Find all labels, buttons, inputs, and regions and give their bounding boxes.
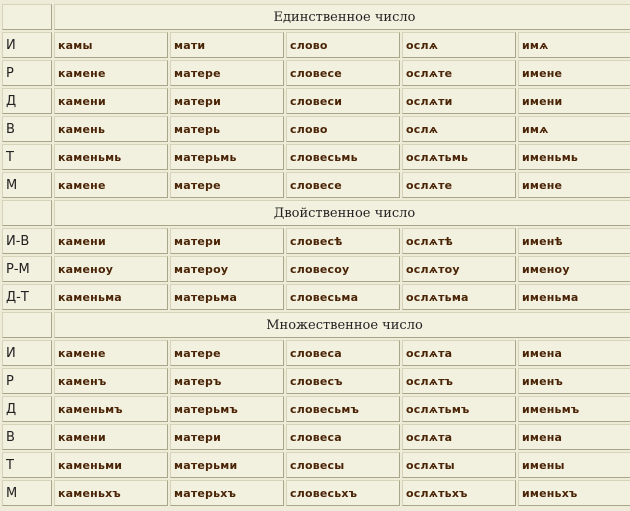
word-form-cell: матери — [170, 424, 284, 450]
word-form-cell: матерь — [170, 116, 284, 142]
declension-row — [2, 172, 630, 198]
word-form-cell: имѧ — [518, 116, 630, 142]
word-form-cell: ослѧтъ — [402, 368, 516, 394]
declension-row — [2, 368, 630, 394]
declension-row — [2, 452, 630, 478]
word-form-cell: имене — [518, 60, 630, 86]
word-form-cell: ослѧтоу — [402, 256, 516, 282]
word-form-cell: слово — [286, 116, 400, 142]
word-form-cell: ослѧти — [402, 88, 516, 114]
word-form-cell: матерьма — [170, 284, 284, 310]
word-form-cell: каменоу — [54, 256, 168, 282]
word-form-cell: матере — [170, 172, 284, 198]
section-title: Множественное число — [54, 312, 630, 338]
declension-table — [0, 2, 630, 508]
section-header-row — [2, 200, 630, 226]
word-form-cell: мати — [170, 32, 284, 58]
word-form-cell: матере — [170, 340, 284, 366]
declension-row — [2, 144, 630, 170]
word-form-cell: ослѧтьмъ — [402, 396, 516, 422]
word-form-cell: каменьми — [54, 452, 168, 478]
case-label: В — [2, 116, 52, 142]
word-form-cell: словеса — [286, 340, 400, 366]
word-form-cell: именьхъ — [518, 480, 630, 506]
word-form-cell: именъ — [518, 368, 630, 394]
case-label: И — [2, 32, 52, 58]
word-form-cell: каменьмь — [54, 144, 168, 170]
case-label: Д — [2, 88, 52, 114]
word-form-cell: имене — [518, 172, 630, 198]
word-form-cell: матерьмъ — [170, 396, 284, 422]
word-form-cell: камы — [54, 32, 168, 58]
word-form-cell: именѣ — [518, 228, 630, 254]
word-form-cell: камене — [54, 340, 168, 366]
word-form-cell: именьма — [518, 284, 630, 310]
declension-row — [2, 424, 630, 450]
word-form-cell: имена — [518, 340, 630, 366]
word-form-cell: слово — [286, 32, 400, 58]
declension-row — [2, 256, 630, 282]
word-form-cell: ослѧтьхъ — [402, 480, 516, 506]
word-form-cell: ослѧтьмь — [402, 144, 516, 170]
word-form-cell: словесьмь — [286, 144, 400, 170]
case-label: Р — [2, 60, 52, 86]
word-form-cell: матеръ — [170, 368, 284, 394]
word-form-cell: матери — [170, 228, 284, 254]
word-form-cell: ослѧтьма — [402, 284, 516, 310]
declension-row — [2, 116, 630, 142]
word-form-cell: именьмъ — [518, 396, 630, 422]
word-form-cell: камени — [54, 228, 168, 254]
word-form-cell: ослѧте — [402, 60, 516, 86]
case-label: И — [2, 340, 52, 366]
word-form-cell: словесъ — [286, 368, 400, 394]
word-form-cell: имена — [518, 424, 630, 450]
word-form-cell: словесе — [286, 60, 400, 86]
word-form-cell: каменьма — [54, 284, 168, 310]
declension-row — [2, 396, 630, 422]
word-form-cell: именоу — [518, 256, 630, 282]
section-header-blank-cell — [2, 4, 52, 30]
word-form-cell: матерьхъ — [170, 480, 284, 506]
section-title: Двойственное число — [54, 200, 630, 226]
word-form-cell: словесѣ — [286, 228, 400, 254]
word-form-cell: каменьхъ — [54, 480, 168, 506]
case-label: В — [2, 424, 52, 450]
word-form-cell: именьмь — [518, 144, 630, 170]
word-form-cell: имени — [518, 88, 630, 114]
case-label: М — [2, 172, 52, 198]
declension-row — [2, 32, 630, 58]
word-form-cell: ослѧта — [402, 424, 516, 450]
declension-table-wrapper — [0, 2, 630, 508]
word-form-cell: имѧ — [518, 32, 630, 58]
section-header-row — [2, 4, 630, 30]
declension-row — [2, 60, 630, 86]
word-form-cell: ослѧтѣ — [402, 228, 516, 254]
word-form-cell: ослѧ — [402, 32, 516, 58]
word-form-cell: ослѧты — [402, 452, 516, 478]
case-label: И-В — [2, 228, 52, 254]
word-form-cell: словеса — [286, 424, 400, 450]
word-form-cell: матере — [170, 60, 284, 86]
word-form-cell: каменьмъ — [54, 396, 168, 422]
case-label: Т — [2, 452, 52, 478]
section-title: Единственное число — [54, 4, 630, 30]
word-form-cell: словесоу — [286, 256, 400, 282]
word-form-cell: камень — [54, 116, 168, 142]
declension-row — [2, 480, 630, 506]
case-label: Р — [2, 368, 52, 394]
case-label: М — [2, 480, 52, 506]
declension-row — [2, 88, 630, 114]
case-label: Т — [2, 144, 52, 170]
word-form-cell: камене — [54, 172, 168, 198]
word-form-cell: ослѧте — [402, 172, 516, 198]
case-label: Д-Т — [2, 284, 52, 310]
word-form-cell: матери — [170, 88, 284, 114]
declension-row — [2, 340, 630, 366]
section-header-row — [2, 312, 630, 338]
section-header-blank-cell — [2, 200, 52, 226]
word-form-cell: словесы — [286, 452, 400, 478]
word-form-cell: ослѧта — [402, 340, 516, 366]
word-form-cell: ослѧ — [402, 116, 516, 142]
word-form-cell: имены — [518, 452, 630, 478]
case-label: Д — [2, 396, 52, 422]
word-form-cell: словеси — [286, 88, 400, 114]
declension-row — [2, 284, 630, 310]
word-form-cell: камени — [54, 424, 168, 450]
word-form-cell: словесьма — [286, 284, 400, 310]
case-label: Р-М — [2, 256, 52, 282]
section-header-blank-cell — [2, 312, 52, 338]
word-form-cell: словесьмъ — [286, 396, 400, 422]
word-form-cell: словесьхъ — [286, 480, 400, 506]
word-form-cell: камене — [54, 60, 168, 86]
word-form-cell: матероу — [170, 256, 284, 282]
word-form-cell: камени — [54, 88, 168, 114]
declension-row — [2, 228, 630, 254]
word-form-cell: матерьмь — [170, 144, 284, 170]
word-form-cell: каменъ — [54, 368, 168, 394]
word-form-cell: словесе — [286, 172, 400, 198]
declension-table-body — [2, 4, 630, 506]
word-form-cell: матерьми — [170, 452, 284, 478]
